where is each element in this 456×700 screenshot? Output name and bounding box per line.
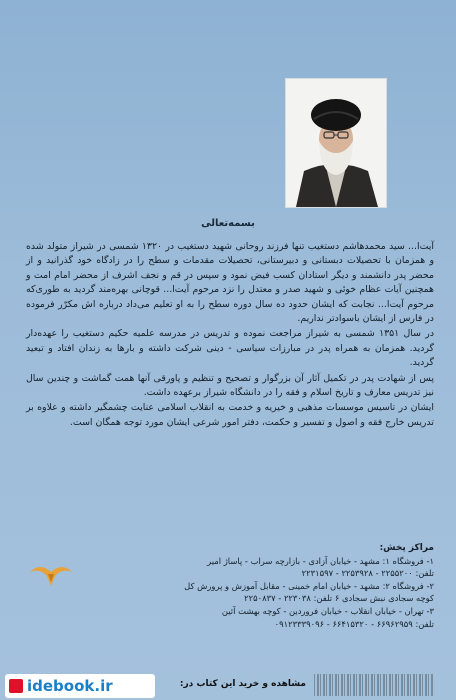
- watermark-slogan: مشاهده و خرید این کتاب در:: [179, 679, 306, 689]
- idebook-site-name: idebook.ir: [27, 677, 113, 695]
- cleric-portrait-image: [286, 79, 386, 207]
- distribution-line: تلفن: ۶۶۹۶۲۹۵۹ - ۶۶۴۱۵۳۲۰ - ۰۹۱۲۳۳۳۹۰۹۶: [274, 618, 434, 629]
- biography-paragraph: پس از شهادت پدر در تکمیل آثار آن بزرگوار و تصحیح و تنظیم و پاورقی آنها همت گماشت و چندین سال نیز تدریس معارف و تاریخ اسلام و فقه را در دانشگاه شیراز برعهده داشت.: [26, 372, 434, 399]
- distribution-title: مراکز پخش:: [379, 543, 434, 553]
- distribution-line: ۲- فروشگاه ۲: مشهد - خیابان امام خمینی - مقابل آموزش و پرورش کل: [184, 580, 434, 591]
- biography-paragraph: آیت‌ا... سید محمدهاشم دستغیب تنها فرزند روحانی شهید دستغیب در ۱۳۲۰ شمسی در شیراز متولد شده و همزمان با تحصیلات دبستانی و دبیرستانی، تحصیلات مقدمات و سطح را در زادگاه خود گذرانید و از محضر پدر دانشمند و دیگر استادان کسب فیض نمود و سپس در قم و نجف اشرف از محضر امام امت و همچنین آیات عظام خوئی و شهید صدر و معتدل را نزد مرحوم آیت‌ا... قوچانی بهره‌مند گردید به طوری‌که مرحوم آیت‌ا... نجابت که ایشان حدود ده سال دوره سطح را به او تعلیم می‌داد درباره اش مکرّر فرموده در فارس از ایشان باسوادتر نداریم.: [26, 241, 434, 325]
- author-portrait: [285, 78, 387, 208]
- heading-bismihi: بسمه‌تعالی: [201, 218, 255, 229]
- watermark-bar: [0, 670, 456, 700]
- barcode-strip: [314, 674, 434, 696]
- distribution-line: تلفن: ۲۲۵۵۲۰۰ - ۲۲۵۳۹۲۸ - ۲۲۳۱۵۹۷: [301, 568, 434, 579]
- distribution-line: ۱- فروشگاه ۱: مشهد - خیابان آزادی - بازارچه سراب - پاساژ امیر: [207, 555, 434, 566]
- distribution-line: کوچه سجادی نبش سجادی ۶ تلفن: ۲۲۳۰۳۸ - ۲۲۵۰۸۳۷: [244, 593, 434, 604]
- book-icon: [9, 679, 23, 693]
- author-biography: [26, 240, 434, 431]
- biography-paragraph: ایشان در تاسیس موسسات مذهبی و خیریه و خدمت به انقلاب اسلامی عنایت چشمگیر داشته و علاوه بر تدریس خارج فقه و اصول و تفسیر و حکمت، دفتر امور شرعی ایشان مورد توجه همگان است.: [26, 402, 434, 428]
- distribution-line: ۳- تهران - خیابان انقلاب - خیابان فروردین - کوچه بهشت آئین: [221, 605, 434, 616]
- distribution-centers: [60, 542, 434, 630]
- publisher-bird-logo-icon: [28, 560, 74, 588]
- idebook-logo[interactable]: [5, 674, 155, 698]
- biography-paragraph: در سال ۱۳۵۱ شمسی به شیراز مراجعت نموده و تدریس در مدرسه علمیه حکیم دستغیب را عهده‌دار گردید. همزمان به همراه پدر در مبارزات سیاسی - دینی شرکت داشته و بارها به زندان افتاد و تبعید گردید.: [26, 328, 434, 369]
